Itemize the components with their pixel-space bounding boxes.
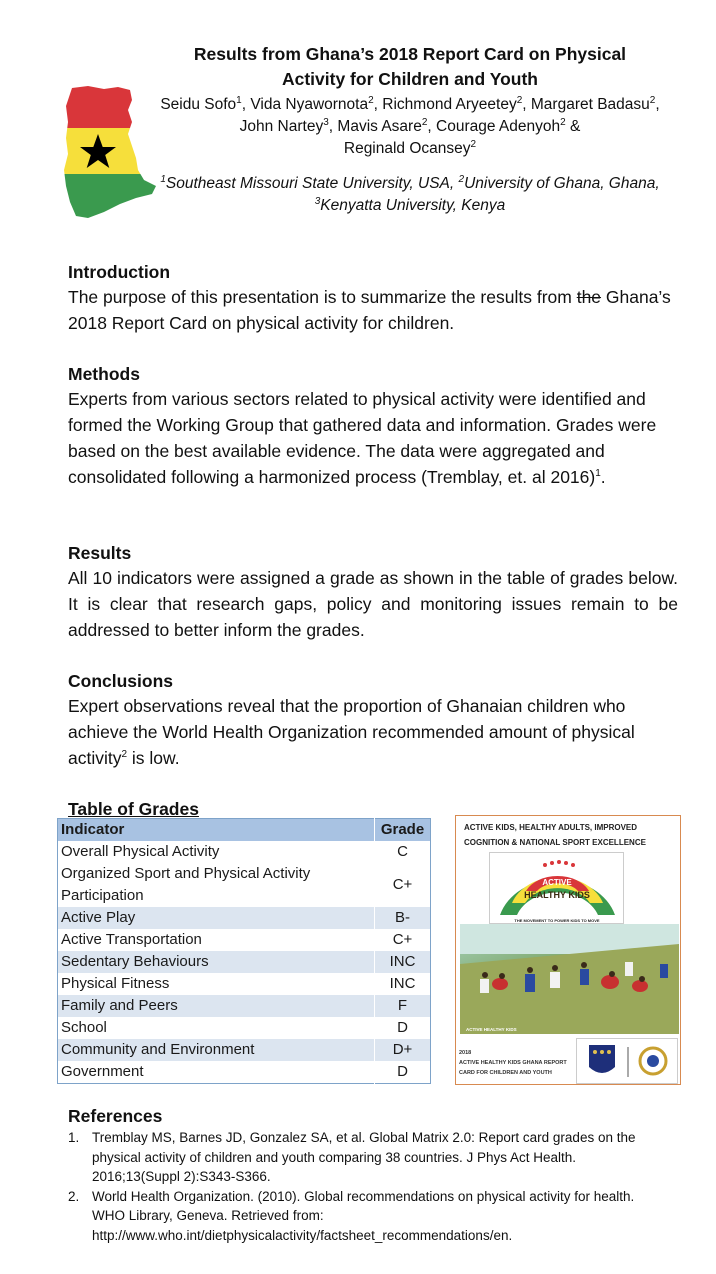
table-row: Community and Environment D+ [58, 1039, 431, 1061]
table-row: Physical Fitness INC [58, 973, 431, 995]
university-crests [576, 1038, 678, 1084]
conclusions-text: Expert observations reveal that the proportion of Ghanaian children who achieve the World Health Organization recommended amount of physical activity$^2$ is low. [68, 696, 635, 768]
indicator-column-header: Indicator [58, 819, 375, 842]
conclusions-section [68, 669, 678, 771]
reference-item: 2. World Health Organization. (2010). Global recommendations on physical activity for health. WHO Library, Geneva. Retrieved from: http://www.who.int/dietphysicalactivity/factsheet_recommendations/en. [68, 1188, 635, 1243]
table-row: School D [58, 1017, 431, 1039]
table-row: Family and Peers F [58, 995, 431, 1017]
introduction-section [68, 260, 678, 336]
methods-section [68, 362, 678, 490]
svg-text:THE MOVEMENT TO POWER KIDS TO: THE MOVEMENT TO POWER KIDS TO MOVE [514, 918, 600, 923]
table-row: Active Play B- [58, 907, 431, 929]
struck-word: the [576, 287, 602, 307]
conclusions-heading: Conclusions [68, 671, 174, 691]
results-heading: Results [68, 543, 132, 563]
cover-footer-text: 2018 ACTIVE HEALTHY KIDS GHANA REPORT CARD FOR CHILDREN AND YOUTH [459, 1050, 567, 1076]
table-title: Table of Grades [68, 799, 199, 819]
header [150, 42, 670, 217]
svg-text:HEALTHY KIDS: HEALTHY KIDS [524, 890, 590, 900]
photo-caption: ACTIVE HEALTHY KIDS [466, 1027, 517, 1032]
references-section [68, 1104, 658, 1245]
table-row: Active Transportation C+ [58, 929, 431, 951]
table-row: Overall Physical Activity C [58, 841, 431, 863]
table-row: Sedentary Behaviours INC [58, 951, 431, 973]
table-row: Government D [58, 1061, 431, 1084]
university-crest-icon [589, 1045, 615, 1073]
introduction-text: The purpose of this presentation is to summarize the results from the Ghana’s 2018 Report Card on physical activity for children. [68, 287, 671, 333]
affiliations: $^1$Southeast Missouri State University, USA, $^2$University of Ghana, Ghana, $^3$Kenyatta University, Kenya [160, 173, 660, 214]
reference-list [68, 1128, 658, 1245]
reference-item: 1. Tremblay MS, Barnes JD, Gonzalez SA, et al. Global Matrix 2.0: Report card grades on the physical activity of children and youth comparing 38 countries. J Phys Act Health. 2016;13(Suppl 2):S343-S366. [68, 1130, 636, 1184]
table-row: Organized Sport and Physical Activity Participation C+ [58, 863, 431, 907]
results-text: All 10 indicators were assigned a grade as shown in the table of grades below. It is clear that research gaps, policy and monitoring issues remain to be addressed to better inform the grades. [68, 568, 678, 640]
cover-heading: ACTIVE KIDS, HEALTHY ADULTS, IMPROVED COGNITION & NATIONAL SPORT EXCELLENCE [464, 823, 646, 847]
report-card-cover-image [455, 815, 681, 1085]
references-heading: References [68, 1106, 163, 1126]
children-exercising-photo [460, 924, 679, 1034]
author-list: Seidu Sofo$^1$, Vida Nyawornota$^2$, Richmond Aryeetey$^2$, Margaret Badasu$^2$, John Nartey$^3$, Mavis Asare$^2$, Courage Adenyoh$^2$ & Reginald Ocansey$^2$ [160, 94, 660, 157]
methods-text: Experts from various sectors related to physical activity were identified and formed the Working Group that gathered data and information. Grades were based on the best available evidence. The data were aggregated and consolidated following a harmonized process (Tremblay, et. al 2016)$^1$. [68, 389, 657, 487]
svg-text:GHANA: GHANA [542, 904, 572, 913]
introduction-heading: Introduction [68, 262, 171, 282]
ghana-flag-map-icon [58, 82, 158, 222]
results-section [68, 541, 678, 643]
grades-table [57, 818, 431, 1084]
active-healthy-kids-logo-icon [490, 853, 624, 924]
methods-heading: Methods [68, 364, 140, 384]
poster-title: Results from Ghana’s 2018 Report Card on Physical Activity for Children and Youth [193, 44, 627, 89]
svg-text:ACTIVE: ACTIVE [542, 878, 572, 887]
table-header-row [58, 819, 431, 842]
active-healthy-kids-logo [489, 852, 624, 924]
grade-column-header: Grade [375, 819, 431, 842]
